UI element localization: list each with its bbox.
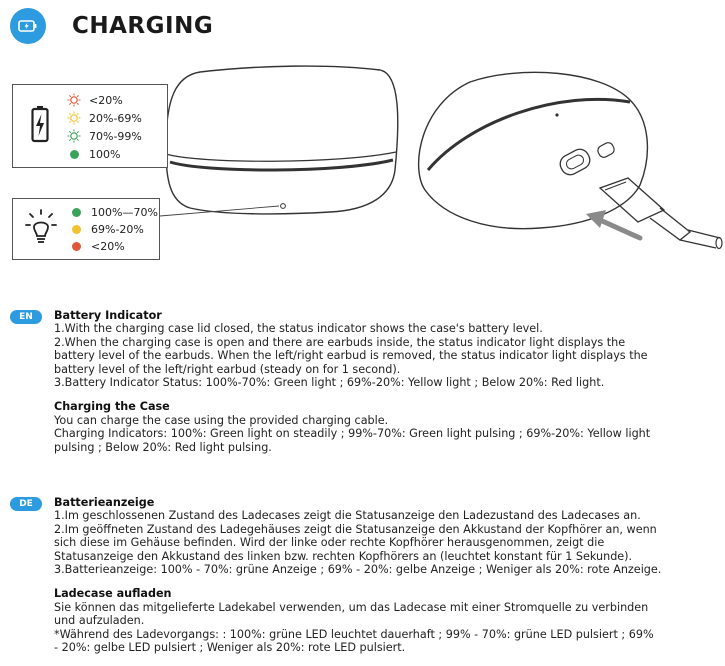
legend-label: 100% [89,147,121,161]
paragraph-line: Statusanzeige den Akkustand des linken bzw. rechten Kopfhörers an (leuchtet konstant für 1 Sekunde). [54,549,633,563]
legend-label: 100%—70% [91,206,158,219]
paragraph-line: pulsing ; Below 20%: Red light pulsing. [54,440,272,454]
legend-label: 70%-99% [89,129,142,143]
paragraph-line: 2.When the charging case is open and there are earbuds inside, the status indicator light displays the [54,335,626,349]
paragraph-line: 1.With the charging case lid closed, the status indicator shows the case's battery level. [54,322,543,336]
paragraph-line: battery level of the left/right earbud (steady on for 1 second). [54,362,401,376]
charging-case-heading: Ladecase aufladen [54,587,172,601]
battery-charging-icon [10,8,46,44]
green-dot-icon [67,147,81,161]
paragraph-line: - 20%: gelbe LED pulsiert ; Weniger als 20%: rote LED pulsiert. [54,641,406,655]
legend-item [67,91,142,109]
legend-item [69,204,158,221]
paragraph-line: 1.Im geschlossenen Zustand des Ladecases zeigt die Statusanzeige den Ladezustand des Ladecases an. [54,509,641,523]
page-header [10,6,213,46]
english-text [54,309,709,454]
yellow-dot-icon [69,223,83,237]
language-badge-de: DE [10,497,42,511]
paragraph-line: sich diese im Gehäuse befinden. Wird der linke oder rechte Kopfhörer herausgenommen, zeigt die [54,536,605,550]
battery-indicator-heading: Battery Indicator [54,309,162,322]
legend-item [69,238,158,255]
legend-item [67,127,142,145]
battery-indicator-heading: Batterieanzeige [54,496,155,509]
paragraph-line: 3.Battery Indicator Status: 100%-70%: Green light ; 69%-20%: Yellow light ; Below 20%: Red light. [54,376,605,390]
battery-charging-icon [31,105,49,147]
page-title: CHARGING [72,13,214,39]
red-dot-icon [69,240,83,254]
battery-level-legend [12,84,168,168]
legend-label: 69%-20% [91,223,144,236]
legend-item [67,109,142,127]
paragraph-line: 2.Im geöffneten Zustand des Ladegehäuses zeigt die Statusanzeige den Akkustand der Kopfhörer an, wenn [54,522,657,536]
legend-item [69,221,158,238]
paragraph-line: *Während des Ladevorgangs: : 100%: grüne LED leuchtet dauerhaft ; 99% - 70%: grüne LED pulsiert ; 69% [54,627,654,641]
german-text [54,496,709,654]
charging-case-heading: Charging the Case [54,400,170,414]
language-badge-en: EN [10,310,42,324]
red-light-icon [67,93,81,107]
legend-item [67,145,142,163]
paragraph-line: battery level of the earbuds. When the left/right earbud is removed, the status indicator light displays the [54,349,648,363]
paragraph-line: You can charge the case using the provided charging cable. [54,413,389,427]
paragraph-line: Sie können das mitgelieferte Ladekabel verwenden, um das Ladecase mit einer Stromquelle zu verbinden [54,600,649,614]
yellow-light-icon [67,111,81,125]
green-dot-icon [69,206,83,220]
paragraph-line: und aufzuladen. [54,614,145,628]
legend-label: 20%-69% [89,111,142,125]
green-light-icon [67,129,81,143]
paragraph-line: 3.Batterieanzeige: 100% - 70%: grüne Anzeige ; 69% - 20%: gelbe Anzeige ; Weniger als 20%: rote Anzeige. [54,563,662,577]
paragraph-line: Charging Indicators: 100%: Green light on steadily ; 99%-70%: Green light pulsing ; 69%-20%: Yellow light [54,427,651,441]
legend-label: <20% [91,240,125,253]
light-bulb-icon [25,209,57,253]
legend-label: <20% [89,93,123,107]
indicator-light-legend [12,198,160,260]
